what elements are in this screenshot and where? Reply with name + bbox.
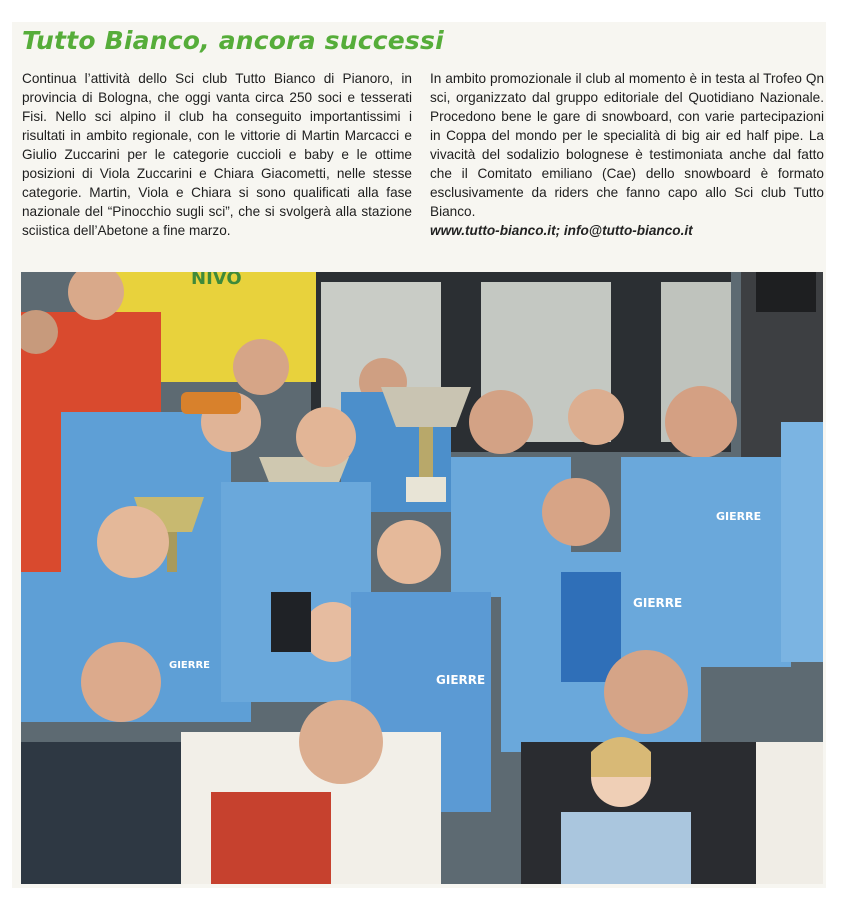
article-headline: Tutto Bianco, ancora successi — [22, 26, 444, 55]
right-column-text: In ambito promozionale il club al momento è in testa al Trofeo Qn sci, organizzato dal gruppo editoriale del Quotidiano Nazionale. Procedono bene le gare di snowboard, con varie partecipazioni in Coppa del mondo per le specialità di big air ed half pipe. La vivacità del sodalizio bolognese è testimoniata anche dal fatto che il Comitato emiliano (Cae) dello snowboard è formato esclusivamente da riders che fanno capo allo Sci club Tutto Bianco. — [430, 71, 824, 219]
jacket-brand-label-4: GIERRE — [716, 510, 762, 523]
banner-lettering: NIVO — [191, 272, 242, 289]
contacts-line: www.tutto-bianco.it; info@tutto-bianco.it — [430, 223, 693, 238]
article-left-column — [22, 69, 412, 240]
jacket-brand-label: GIERRE — [436, 673, 486, 687]
team-photo-illustration — [21, 272, 823, 884]
jacket-brand-label-2: GIERRE — [633, 596, 683, 610]
left-column-text: Continua l’attività dello Sci club Tutto Bianco di Pianoro, in provincia di Bologna, che oggi vanta circa 250 soci e tesserati Fisi. Nello sci alpino il club ha conseguito importantissimi i risultati in ambito regionale, con le vittorie di Martin Marcacci e Giulio Zuccarini per le categorie cuccioli e baby e le ottime posizioni di Viola Zuccarini e Chiara Giacometti, nelle stesse categorie. Martin, Viola e Chiara si sono qualificati alla fase nazionale del “Pinocchio sugli sci”, che si svolgerà alla stazione sciistica dell’Abetone a fine marzo. — [22, 71, 412, 238]
article-right-column — [430, 69, 824, 240]
team-photo — [21, 272, 823, 884]
magazine-page — [12, 22, 826, 888]
jacket-brand-label-3: GIERRE — [169, 660, 210, 671]
